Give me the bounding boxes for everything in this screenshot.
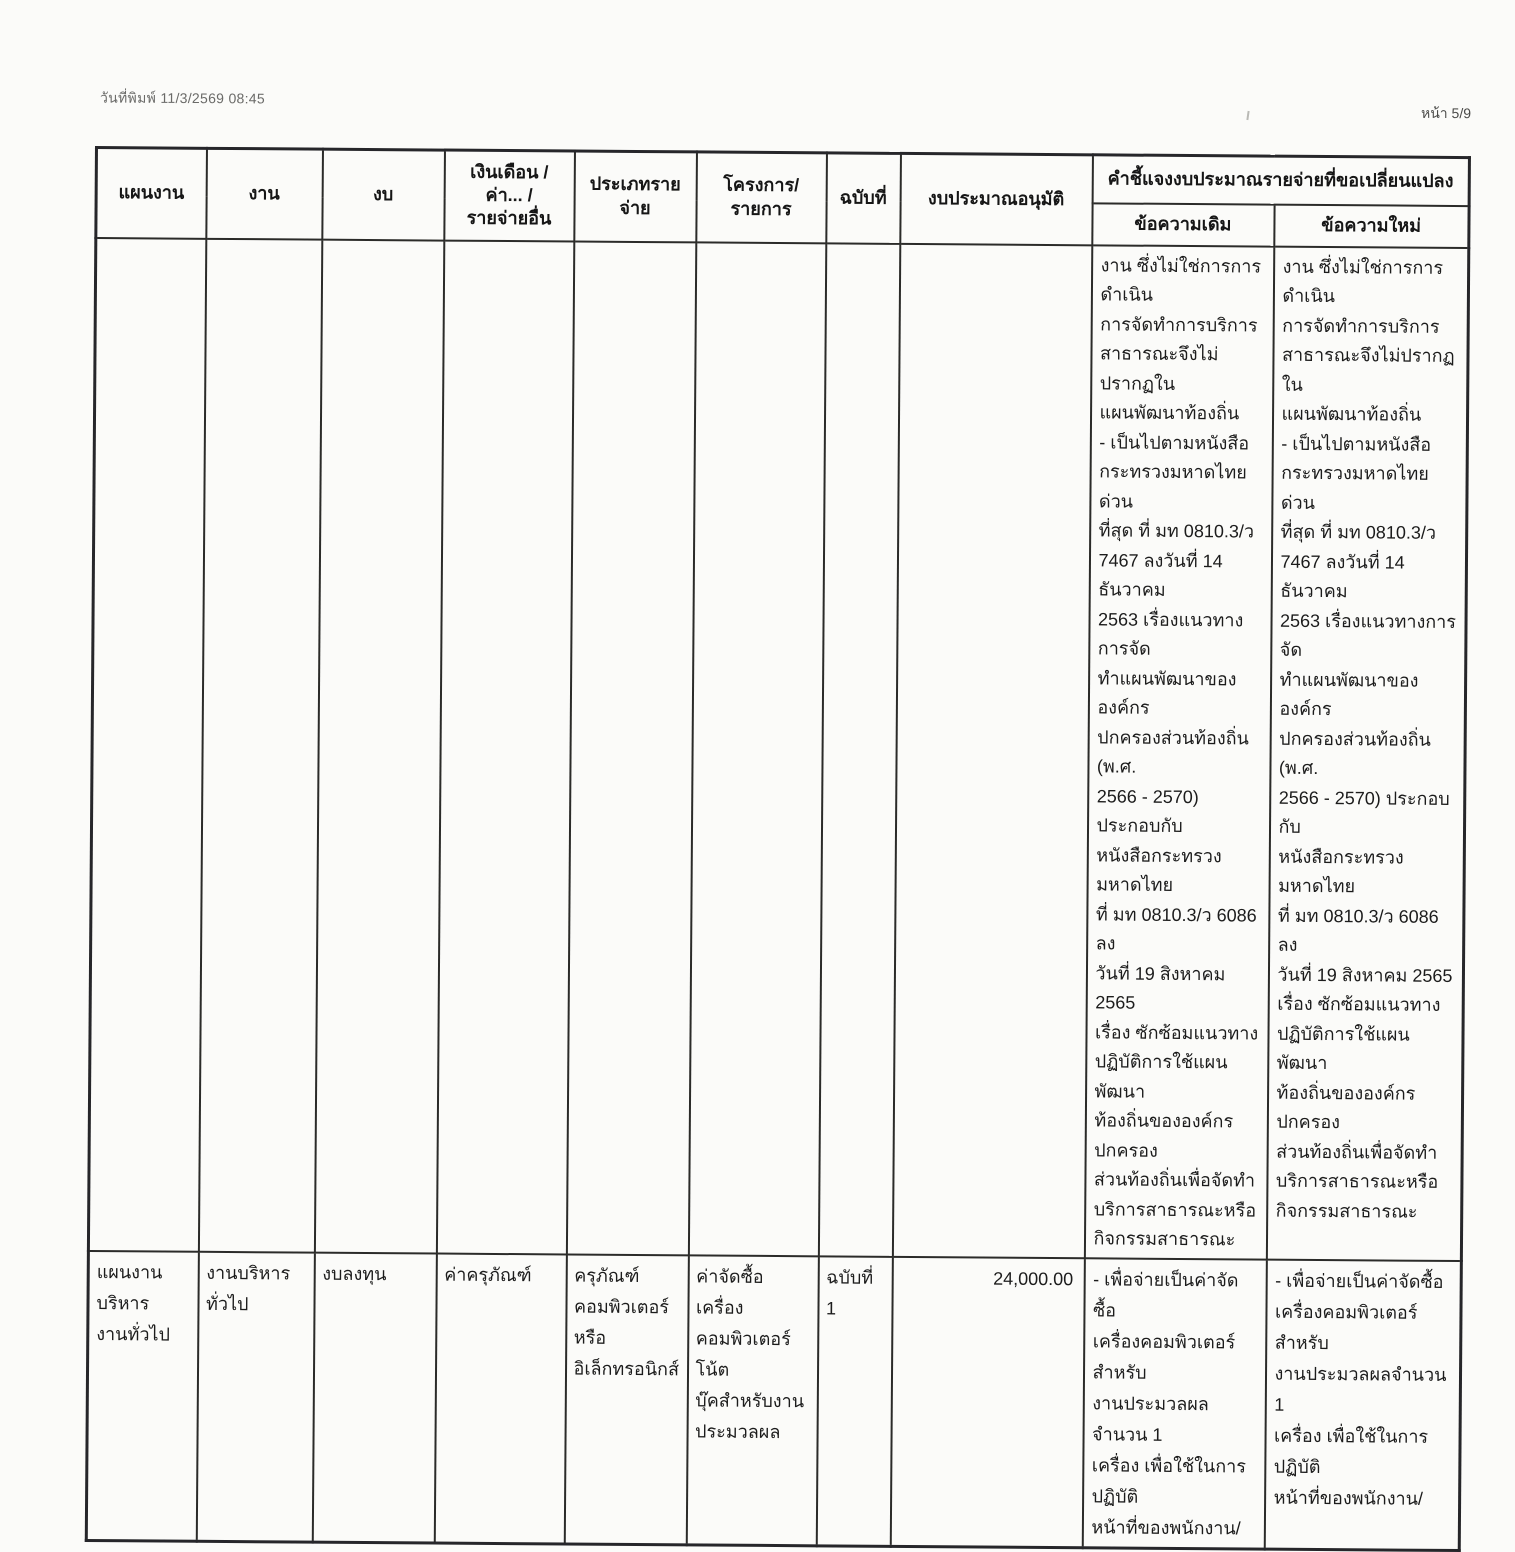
col-header-project-item: โครงการ/รายการ xyxy=(696,152,827,243)
cell-budget: งบลงทุน xyxy=(312,1252,436,1542)
cell-expense-type: ครุภัณฑ์ คอมพิวเตอร์ หรือ อิเล็กทรอนิกส์ xyxy=(564,1254,688,1544)
col-header-approved-budget: งบประมาณอนุมัติ xyxy=(900,153,1093,244)
cell-edition-empty xyxy=(818,243,899,1257)
cell-salary-other-empty xyxy=(436,240,573,1254)
col-header-explanation-group: คำชี้แจงงบประมาณรายจ่ายที่ขอเปลี่ยนแปลง xyxy=(1092,155,1469,206)
col-header-work: งาน xyxy=(206,148,323,239)
col-header-budget: งบ xyxy=(322,149,445,240)
cell-project-item-empty xyxy=(688,242,825,1256)
table-row-item xyxy=(86,1250,1461,1550)
col-header-edition: ฉบับที่ xyxy=(826,153,901,244)
cell-salary-other: ค่าครุภัณฑ์ xyxy=(434,1253,566,1543)
col-header-original-text: ข้อความเดิม xyxy=(1092,203,1274,246)
print-date-label: วันที่พิมพ์ 11/3/2569 08:45 xyxy=(99,89,266,107)
cell-approved-budget: 24,000.00 xyxy=(890,1256,1084,1547)
cell-original-text: - เพื่อจ่ายเป็นค่าจัดซื้อ เครื่องคอมพิวเตอร์สำหรับ งานประมวลผลจำนวน 1 เครื่อง เพื่อใช้ในการปฏิบัติ หน้าที่ของพนักงาน/ xyxy=(1082,1258,1266,1549)
col-header-salary-other: เงินเดือน /ค่า... / รายจ่ายอื่น xyxy=(444,150,575,241)
cell-edition: ฉบับที่ 1 xyxy=(816,1256,892,1546)
cell-plan: แผนงานบริหาร งานทั่วไป xyxy=(86,1250,198,1540)
cell-approved-budget-empty xyxy=(892,243,1091,1257)
col-header-expense-type: ประเภทรายจ่าย xyxy=(574,151,697,242)
col-header-plan: แผนงาน xyxy=(96,148,207,239)
cell-work-empty xyxy=(198,238,321,1252)
col-header-new-text: ข้อความใหม่ xyxy=(1274,204,1469,247)
cell-expense-type-empty xyxy=(566,241,695,1255)
cell-project-item: ค่าจัดซื้อเครื่อง คอมพิวเตอร์โน้ต บุ๊คสำหรับงาน ประมวลผล xyxy=(686,1255,818,1545)
cell-plan-empty xyxy=(88,238,205,1252)
budget-change-table xyxy=(85,146,1471,1552)
cell-budget-empty xyxy=(314,239,443,1253)
table-row-continuation xyxy=(88,238,1468,1261)
cell-new-text: - เพื่อจ่ายเป็นค่าจัดซื้อ เครื่องคอมพิวเตอร์สำหรับ งานประมวลผลจำนวน 1 เครื่อง เพื่อใช้ในการปฏิบัติ หน้าที่ของพนักงาน/ xyxy=(1264,1259,1461,1550)
page-number-label: หน้า 5/9 xyxy=(1420,104,1472,122)
scan-artifact xyxy=(1246,111,1249,120)
cell-new-text: งาน ซึ่งไม่ใช่การการดำเนิน การจัดทำการบริการ สาธารณะจึงไม่ปรากฏใน แผนพัฒนาท้องถิ่น - เป็นไปตามหนังสือ กระทรวงมหาดไทย ด่วน ที่สุด ที่ มท 0810.3/ว 7467 ลงวันที่ 14 ธันวาคม 2563 เรื่องแนวทางการจัด ทำแผนพัฒนาขององค์กร ปกครองส่วนท้องถิ่น (พ.ศ. 2566 - 2570) ประกอบกับ หนังสือกระทรวงมหาดไทย ที่ มท 0810.3/ว 6086 ลง วันที่ 19 สิงหาคม 2565 เรื่อง ซักซ้อมแนวทาง ปฏิบัติการใช้แผนพัฒนา ท้องถิ่นขององค์กรปกครอง ส่วนท้องถิ่นเพื่อจัดทำ บริการสาธารณะหรือ กิจกรรมสาธารณะ xyxy=(1266,246,1468,1260)
cell-original-text: งาน ซึ่งไม่ใช่การการดำเนิน การจัดทำการบริการ สาธารณะจึงไม่ปรากฏใน แผนพัฒนาท้องถิ่น - เป็นไปตามหนังสือ กระทรวงมหาดไทย ด่วน ที่สุด ที่ มท 0810.3/ว 7467 ลงวันที่ 14 ธันวาคม 2563 เรื่องแนวทางการจัด ทำแผนพัฒนาขององค์กร ปกครองส่วนท้องถิ่น (พ.ศ. 2566 - 2570) ประกอบกับ หนังสือกระทรวงมหาดไทย ที่ มท 0810.3/ว 6086 ลง วันที่ 19 สิงหาคม 2565 เรื่อง ซักซ้อมแนวทาง ปฏิบัติการใช้แผนพัฒนา ท้องถิ่นขององค์กรปกครอง ส่วนท้องถิ่นเพื่อจัดทำ บริการสาธารณะหรือ กิจกรรมสาธารณะ xyxy=(1084,245,1273,1259)
cell-work: งานบริหารทั่วไป xyxy=(196,1251,314,1541)
budget-change-table-wrapper xyxy=(85,146,1471,1552)
